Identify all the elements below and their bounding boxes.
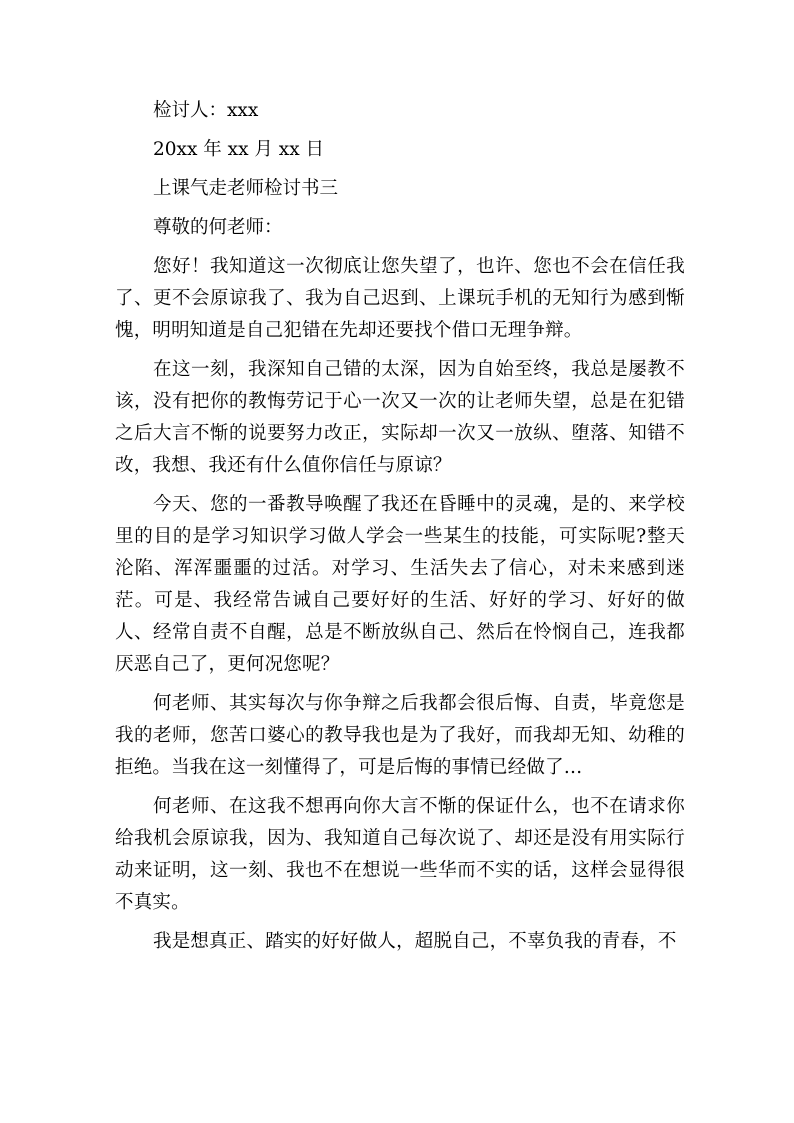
date-line: 20xx 年 xx 月 xx 日	[153, 139, 325, 160]
signer-line: 检讨人：xxx	[153, 100, 259, 121]
salutation: 尊敬的何老师：	[153, 217, 283, 238]
document-body	[115, 95, 685, 965]
paragraph-2: 在这一刻，我深知自己错的太深，因为自始至终，我总是屡教不该，没有把你的教悔劳记于心一次又一次的让老师失望，总是在犯错之后大言不惭的说要努力改正，实际却一次又一放纵、堕落、知错不改，我想、我还有什么值你信任与原谅？	[115, 359, 685, 476]
paragraph-4: 何老师、其实每次与你争辩之后我都会很后悔、自责，毕竟您是我的老师，您苦口婆心的教导我也是为了我好，而我却无知、幼稚的拒绝。当我在这一刻懂得了，可是后悔的事情已经做了…	[115, 693, 685, 778]
paragraph-3: 今天、您的一番教导唤醒了我还在昏睡中的灵魂，是的、来学校里的目的是学习知识学习做人学会一些某生的技能，可实际呢?整天沦陷、浑浑噩噩的过活。对学习、生活失去了信心，对未来感到迷茫。可是、我经常告诫自己要好好的生活、好好的学习、好好的做人、经常自责不自醒，总是不断放纵自己、然后在怜悯自己，连我都厌恶自己了，更何况您呢？	[115, 494, 685, 675]
paragraph-6: 我是想真正、踏实的好好做人，超脱自己，不辜负我的青春，不	[153, 931, 677, 952]
paragraph-1: 您好！我知道这一次彻底让您失望了，也许、您也不会在信任我了、更不会原谅我了、我为自己迟到、上课玩手机的无知行为感到惭愧，明明知道是自己犯错在先却还要找个借口无理争辩。	[115, 256, 685, 341]
document-title: 上课气走老师检讨书三	[153, 178, 339, 199]
paragraph-5: 何老师、在这我不想再向你大言不惭的保证什么，也不在请求你给我机会原谅我，因为、我知道自己每次说了、却还是没有用实际行动来证明，这一刻、我也不在想说一些华而不实的话，这样会显得很不真实。	[115, 796, 685, 913]
